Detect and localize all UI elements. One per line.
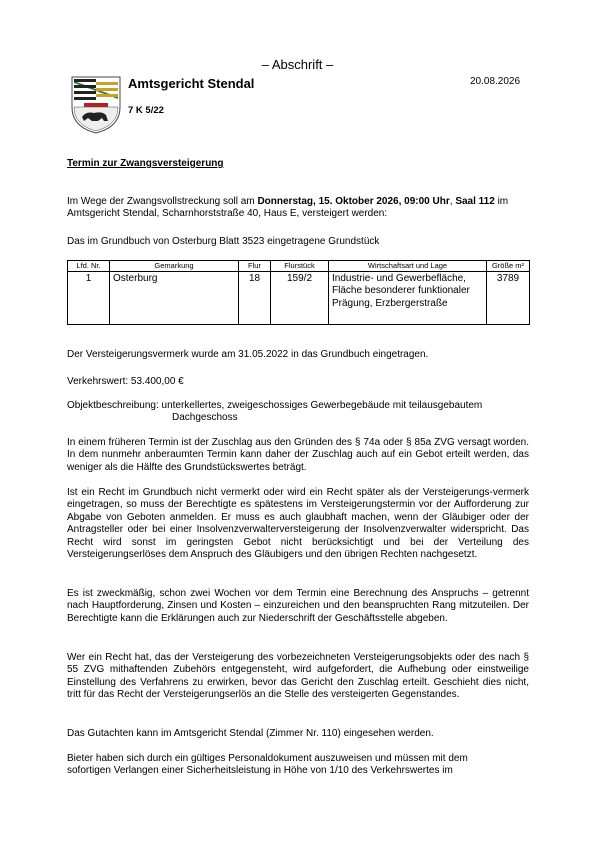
document-date: 20.08.2026 [470,76,521,87]
cell-parcel: 159/2 [271,272,329,325]
bidders-paragraph [67,753,529,778]
auction-intro [67,196,529,221]
court-name: Amtsgericht Stendal [128,76,255,91]
cell-district: Osterburg [110,272,239,325]
col-header-number: Lfd. Nr. [68,261,110,272]
auction-date: Donnerstag, 15. Oktober 2026, 09:00 Uhr [257,196,450,207]
intro-text-3: im Amtsgericht Stendal, Scharnhorststraße 40, Haus E, versteigert werden: [67,196,509,220]
market-value: Verkehrswert: 53.400,00 € [67,376,184,387]
col-header-district: Gemarkung [110,261,239,272]
opposing-right-paragraph: Wer ein Recht hat, das der Versteigerung des vorbezeichneten Versteigerungsobjekts oder des nach § 55 ZVG mithaftenden Zubehörs entgegensteht, wird aufgefordert, die Aufhebung oder einstweilige Einstellung des Verfahrens zu erwirken, bevor das Gericht den Zuschlag erteilt. Geschieht dies nicht, tritt für das Recht der Versteigerungserlös an die Stelle des versteigerten Gegenstandes. [67,652,529,701]
col-header-size: Größe m² [487,261,530,272]
intro-text-1: Im Wege der Zwangsvollstreckung soll am [67,196,258,207]
table-row [68,272,530,325]
object-desc-line-2: Dachgeschoss [172,412,238,424]
object-description [67,400,529,425]
intro-text-2: , [449,196,456,207]
cell-size: 3789 [487,272,530,325]
coat-of-arms-icon [70,73,122,135]
entry-note: Der Versteigerungsvermerk wurde am 31.05.2022 in das Grundbuch eingetragen. [67,349,429,360]
calculation-paragraph: Es ist zweckmäßig, schon zwei Wochen vor dem Termin eine Berechnung des Anspruchs – getrennt nach Hauptforderung, Zinsen und Kosten – einzureichen und den beanspruchten Rang mitzuteilen. Der Berechtigte kann die Erklärungen auch zur Niederschrift der Geschäftsstelle abgeben. [67,588,529,624]
table-header-row [68,261,530,272]
earlier-term-paragraph: In einem früheren Termin ist der Zuschlag aus den Gründen des § 74a oder § 85a ZVG versagt worden. In dem nunmehr anberaumten Termin kann daher der Zuschlag auch auf ein Gebot erteilt werden, das weniger als die Hälfte des Grundstückswertes beträgt. [67,437,529,473]
col-header-parcel-group: Flur [239,261,271,272]
auction-room: Saal 112 [455,196,495,207]
cell-number: 1 [68,272,110,325]
document-title: Termin zur Zwangsversteigerung [67,158,224,169]
expert-report-paragraph: Das Gutachten kann im Amtsgericht Stendal (Zimmer Nr. 110) eingesehen werden. [67,728,434,739]
bidders-line-2: sofortigen Verlangen einer Sicherheitsleistung in Höhe von 1/10 des Verkehrswertes im [67,765,453,777]
object-label: Objektbeschreibung: [67,400,162,411]
rights-paragraph: Ist ein Recht im Grundbuch nicht vermerkt oder wird ein Recht später als der Versteigerungs-vermerk eingetragen, so muss der Berechtigte es spätestens im Versteigerungstermin vor der Aufforderung zur Abgabe von Geboten anmelden. Er muss es auch glaubhaft machen, wenn der Gläubiger oder der Antragsteller oder bei einer Insolvenzverwalterversteigerung der Insolvenzverwalter widerspricht. Das Recht wird sonst im geringsten Gebot nicht berücksichtigt und bei der Verteilung des Versteigerungserlöses dem Anspruch des Gläubigers und den übrigen Rechten nachgesetzt. [67,487,529,561]
object-desc-line-1: unterkellertes, zweigeschossiges Gewerbegebäude mit teilausgebautem [161,400,483,411]
col-header-usage-location: Wirtschaftsart und Lage [329,261,487,272]
cell-usage-location: Industrie- und Gewerbefläche, Fläche besonderer funktionaler Prägung, Erzbergerstraße [329,272,487,325]
cell-parcel-group: 18 [239,272,271,325]
col-header-parcel: Flurstück [271,261,329,272]
file-number: 7 K 5/22 [128,105,164,116]
bidders-line-1: Bieter haben sich durch ein gültiges Personaldokument auszuweisen und müssen mit dem [67,753,468,764]
copy-mark: – Abschrift – [261,57,334,72]
land-register-line: Das im Grundbuch von Osterburg Blatt 3523 eingetragene Grundstück [67,236,380,247]
property-table [67,260,530,325]
